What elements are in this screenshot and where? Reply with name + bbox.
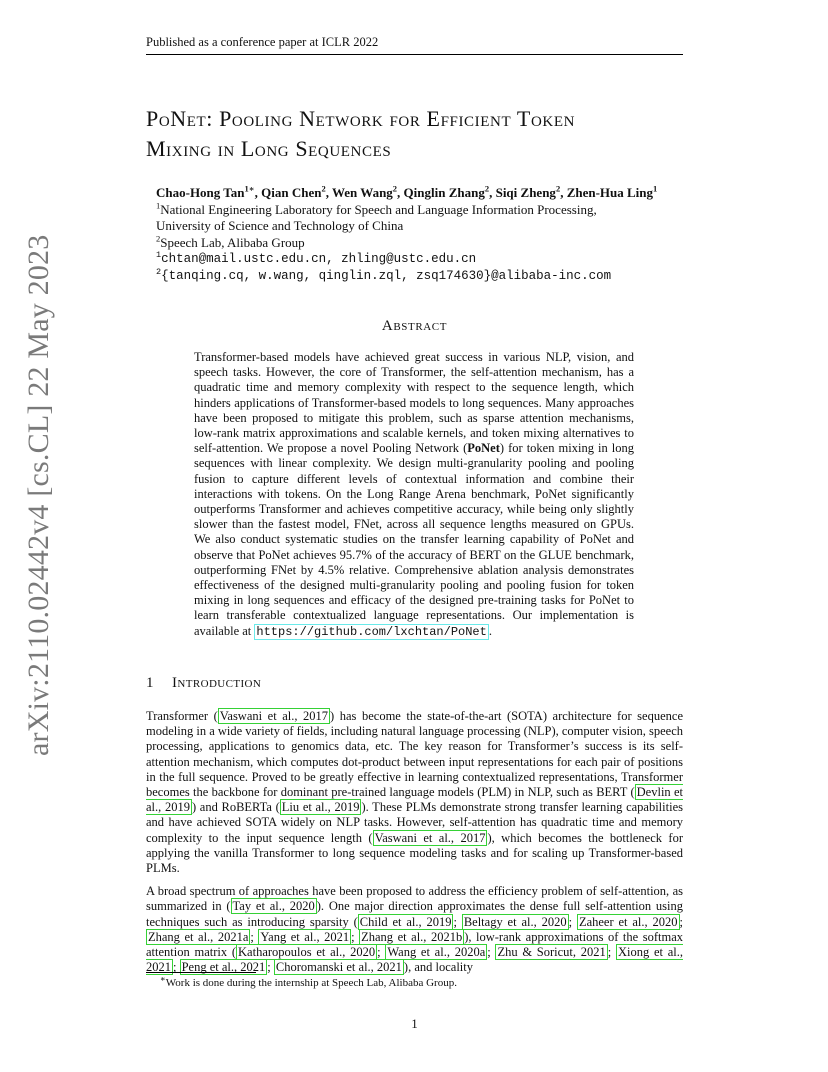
author-name: Wen Wang <box>331 185 393 200</box>
author-affiliation-mark: 2 <box>555 183 561 194</box>
section-number: 1 <box>146 675 154 691</box>
citation-link[interactable]: Zhu & Soricut, 2021 <box>497 945 606 960</box>
author-affiliation-mark: 2 <box>321 183 326 194</box>
citation-link[interactable]: Wang et al., 2020a <box>387 945 486 960</box>
author-name: Zhen-Hua Ling <box>566 185 654 200</box>
citation-link[interactable]: Choromanski et al., 2021 <box>275 960 402 975</box>
citation-link[interactable]: Devlin et al., 2019 <box>146 785 683 815</box>
email-line-2[interactable]: $^2${tanqing.cq, w.wang, qinglin.zql, zsq174630}@alibaba-inc.com <box>156 266 612 283</box>
github-link[interactable]: https://github.com/lxchtan/PoNet <box>256 624 487 639</box>
author-name: Siqi Zheng <box>495 185 556 200</box>
citation-link[interactable]: Zhang et al., 2021b <box>361 929 463 944</box>
citation-link[interactable]: Peng et al., 2021 <box>181 960 266 975</box>
paper-title <box>146 104 691 164</box>
section-heading-introduction <box>146 675 683 692</box>
abstract-heading: Abstract <box>381 318 448 334</box>
citation-link[interactable]: Xiong et al., 2021 <box>146 945 684 975</box>
author-affiliation-mark: 1∗ <box>244 183 255 194</box>
citation-link[interactable]: Vaswani et al., 2017 <box>219 709 329 723</box>
affiliation-1: $^1$National Engineering Laboratory for Speech and Language Information Processing, <box>156 200 597 217</box>
citation-link[interactable]: Yang et al., 2021 <box>260 929 350 944</box>
title-line-2: Mixing in Long Sequences <box>146 136 392 161</box>
header-rule <box>146 54 683 55</box>
author-names: Chao-Hong Tan$^{1∗}$, Qian Chen$^2$, Wen Wang$^2$, Qinglin Zhang$^2$, Siqi Zheng$^2$, Zhen-Hua Ling$^1$ <box>156 183 658 200</box>
author-affiliation-mark: 2 <box>392 183 398 194</box>
arxiv-identifier-stamp[interactable]: arXiv:2110.02442v4 [cs.CL] 22 May 2023 <box>22 234 55 756</box>
citation-link[interactable]: Beltagy et al., 2020 <box>463 914 567 929</box>
footnote: ∗Work is done during the internship at Speech Lab, Alibaba Group. <box>160 973 457 989</box>
introduction-body <box>146 709 683 983</box>
citation-link[interactable]: Zaheer et al., 2020 <box>578 914 678 929</box>
author-affiliation-mark: 2 <box>484 183 490 194</box>
author-name: Chao-Hong Tan <box>156 185 245 200</box>
abstract-body: Transformer-based models have achieved great success in various NLP, vision, and speech tasks. However, the core of Transformer, the self-attention mechanism, has a quadratic time and memory complexity with respect to the sequence length, which hinders applications of Transformer-based models to long sequences. Many approaches have been proposed to mitigate this problem, such as sparse attention mechanisms, low-rank matrix approximations and scalable kernels, and token mixing alternatives to self-attention. We propose a novel Pooling Network (PoNet) for token mixing in long sequences with linear complexity. We design multi-granularity pooling and pooling fusion to capture different levels of contextual information and combine their interactions with tokens. On the Long Range Arena benchmark, PoNet significantly outperforms Transformer and achieves competitive accuracy, while being only slightly slower than the fastest model, FNet, across all sequence lengths measured on GPUs. We also conduct systematic studies on the transfer learning capability of PoNet and observe that PoNet achieves 95.7% of the accuracy of BERT on the GLUE benchmark, outperforming FNet by 4.5% relative. Comprehensive ablation analysis demonstrates effectiveness of the designed multi-granularity pooling and pooling fusion for token mixing in long sequences and efficacy of the designed pre-training tasks for PoNet to learn transferable contextualized language representations. Our implementation is available at https://github.com/lxchtan/PoNet . <box>194 350 635 639</box>
author-block <box>156 185 696 284</box>
email-line-1[interactable]: $^1$chtan@mail.ustc.edu.cn, zhling@ustc.edu.cn <box>156 249 477 266</box>
citation-link[interactable]: Tay et al., 2020 <box>232 899 315 914</box>
intro-paragraph-1: Transformer ( Vaswani et al., 2017 ) has become the state-of-the-art (SOTA) architecture for sequence modeling in a wide variety of fields, including natural language processing (NLP), computer vision, speech processing, applications to genomics data, etc. The key reason for Transformer’s success is its self-attention mechanism, which computes dot-product between input representations for each pair of positions in the full sequence. Proved to be greatly effective in learning contextualized representations, Transformer becomes the backbone for dominant pre-trained language models (PLM) in NLP, such as BERT ( Devlin et al., 2019 ) and RoBERTa ( Liu et al., 2019 ). These PLMs demonstrate strong transfer learning capabilities and have achieved SOTA widely on NLP tasks. However, self-attention has quadratic time and memory complexity to the input sequence length ( Vaswani et al., 2017 ), which becomes the bottleneck for applying the vanilla Transformer to long sequence modeling tasks and for scaling up Transformer-based PLMs. <box>146 709 684 876</box>
citation-link[interactable]: Vaswani et al., 2017 <box>374 830 486 845</box>
affiliation-1-cont: University of Science and Technology of China <box>156 218 404 233</box>
author-name: Qian Chen <box>261 185 322 200</box>
title-line-1: PoNet: Pooling Network for Efficient Token <box>146 106 576 131</box>
affiliation-2: $^2$Speech Lab, Alibaba Group <box>156 233 305 250</box>
author-affiliation-mark: 1 <box>653 183 658 194</box>
intro-paragraph-2: A broad spectrum of approaches have been proposed to address the efficiency problem of self-attention, as summarized in ( Tay et al., 2020 ). One major direction approximates the dense full self-attention using techniques such as introducing sparsity ( Child et al., 2019 ; Beltagy et al., 2020 ; Zaheer et al., 2020 ; Zhang et al., 2021a ; Yang et al., 2021 ; Zhang et al., 2021b ), low-rank approximations of the softmax attention matrix ( Katharopoulos et al., 2020 ; Wang et al., 2020a ; Zhu & Soricut, 2021 ; Xiong et al., 2021 ; Peng et al., 2021 ; Choromanski et al., 2021 ), and locality <box>146 884 684 975</box>
section-title: Introduction <box>172 675 262 691</box>
page-number: 1 <box>411 1016 418 1031</box>
citation-link[interactable]: Child et al., 2019 <box>359 914 452 929</box>
citation-link[interactable]: Katharopoulos et al., 2020 <box>238 945 376 960</box>
citation-link[interactable]: Zhang et al., 2021a <box>148 929 249 944</box>
author-name: Qinglin Zhang <box>403 185 485 200</box>
running-header: Published as a conference paper at ICLR 2022 <box>146 35 379 49</box>
citation-link[interactable]: Liu et al., 2019 <box>281 800 360 815</box>
